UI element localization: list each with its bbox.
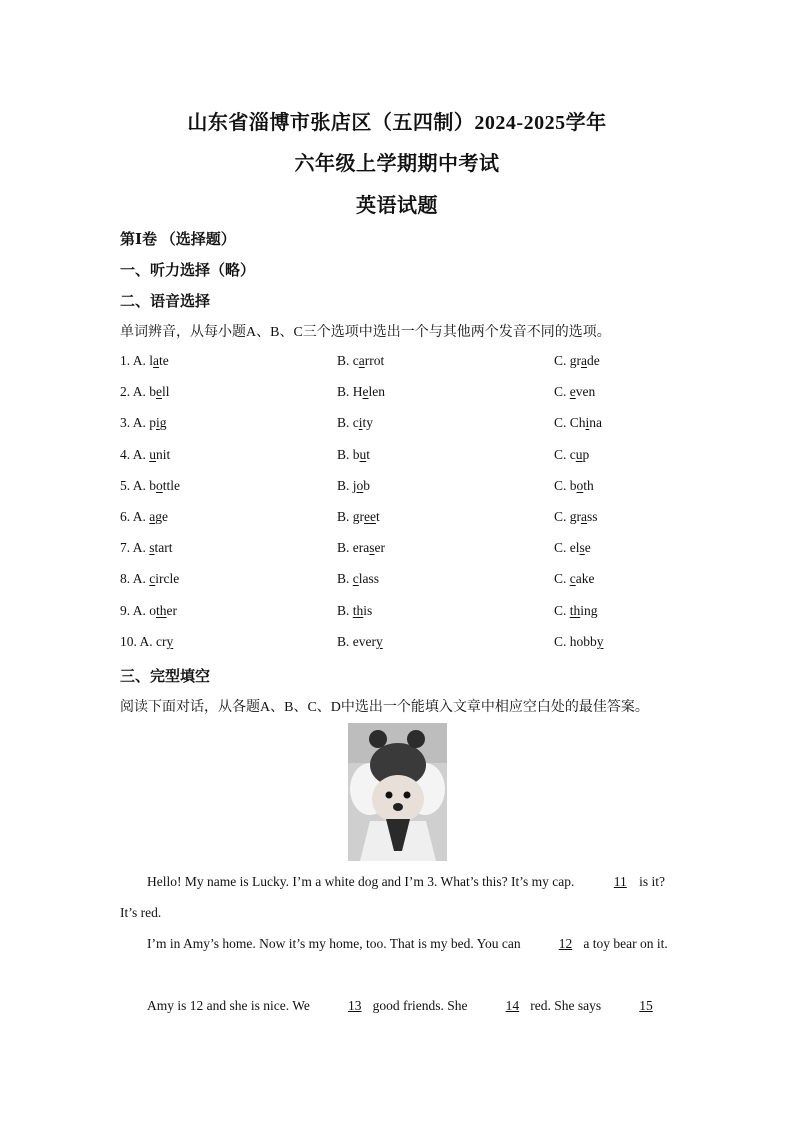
cloze-paragraph-2: [120, 928, 676, 959]
option-b: [337, 571, 379, 587]
underlined-letters: y: [166, 633, 174, 649]
underlined-letters: o: [356, 477, 364, 493]
underlined-letters: u: [359, 446, 367, 462]
option-text: na: [589, 415, 603, 431]
option-text: 7. A.: [120, 540, 150, 556]
option-text: 8. A.: [120, 571, 150, 587]
exam-grade-title: 六年级上学期期中考试: [294, 153, 500, 175]
cloze-heading: 三、完型填空: [120, 669, 211, 685]
underlined-letters: th: [569, 602, 581, 618]
dog-in-hat-illustration: [348, 723, 447, 861]
option-text: B. gr: [337, 509, 364, 524]
question-row: [0, 447, 794, 469]
option-text: ll: [162, 384, 170, 400]
option-text: tart: [154, 540, 173, 556]
underlined-letters: i: [585, 415, 590, 431]
cloze-paragraph-1: [120, 866, 676, 928]
option-a: [120, 384, 170, 400]
option-text: C. b: [554, 477, 577, 493]
option-b: [337, 353, 384, 369]
option-b: [337, 509, 380, 525]
option-c: [554, 384, 595, 400]
question-row: [0, 634, 794, 656]
option-text: 4. A.: [120, 446, 150, 462]
underlined-letters: ee: [364, 509, 376, 524]
option-b: [337, 634, 383, 650]
underlined-letters: a: [149, 509, 156, 524]
paragraph-text: Amy is 12 and she is nice. We: [147, 998, 314, 1013]
option-text: g: [159, 415, 167, 431]
underlined-letters: e: [156, 384, 163, 400]
option-c: [554, 478, 594, 494]
option-text: C.: [554, 571, 570, 587]
option-a: [120, 415, 167, 431]
option-c: [554, 634, 604, 650]
option-text: te: [159, 353, 169, 368]
underlined-letters: a: [581, 353, 587, 368]
underlined-letters: y: [596, 633, 604, 649]
blank-15: 15: [639, 998, 653, 1013]
underlined-letters: i: [358, 415, 363, 431]
option-text: ttle: [162, 477, 181, 493]
option-text: B. b: [337, 446, 360, 462]
option-b: [337, 540, 385, 556]
question-row: [0, 415, 794, 437]
part-one-heading: 第Ⅰ卷 （选择题）: [120, 232, 236, 248]
underlined-letters: e: [362, 384, 369, 400]
option-text: B. H: [337, 384, 363, 400]
option-text: 9. A. o: [120, 602, 157, 618]
cloze-paragraph-3: [120, 990, 676, 1021]
option-text: th: [583, 477, 594, 493]
underlined-letters: c: [352, 571, 359, 587]
option-text: C.: [554, 602, 570, 618]
option-text: 3. A. p: [120, 415, 157, 431]
paragraph-text: Hello! My name is Lucky. I’m a white dog and I’m 3. What’s this? It’s my cap.: [147, 874, 578, 889]
question-row: [0, 540, 794, 562]
phonetics-heading: 二、语音选择: [120, 294, 211, 310]
question-row: [0, 353, 794, 375]
option-c: [554, 447, 589, 463]
underlined-letters: u: [575, 446, 583, 462]
option-c: [554, 603, 598, 619]
question-row: [0, 603, 794, 625]
option-text: t: [366, 446, 371, 462]
option-text: ircle: [155, 571, 180, 587]
option-text: 1. A. l: [120, 353, 154, 368]
option-text: B. j: [337, 477, 357, 493]
underlined-letters: e: [569, 384, 576, 400]
question-row: [0, 478, 794, 500]
option-text: p: [582, 446, 590, 462]
option-text: ge: [155, 509, 169, 524]
option-text: ty: [362, 415, 374, 431]
option-text: C. c: [554, 446, 576, 462]
exam-subject-title: 英语试题: [356, 195, 438, 217]
underlined-letters: c: [149, 571, 156, 587]
option-text: C. gr: [554, 509, 581, 524]
option-c: [554, 353, 600, 369]
dog-photo: [348, 723, 447, 861]
option-text: 6. A.: [120, 509, 150, 524]
option-c: [554, 415, 602, 431]
option-text: t: [375, 509, 380, 524]
option-b: [337, 384, 385, 400]
exam-region-title: 山东省淄博市张店区（五四制）2024-2025学年: [187, 112, 607, 134]
option-a: [120, 447, 170, 463]
option-text: ake: [575, 571, 595, 587]
underlined-letters: y: [375, 633, 383, 649]
underlined-letters: u: [149, 446, 157, 462]
option-text: B. era: [337, 540, 370, 556]
option-a: [120, 478, 180, 494]
option-text: ven: [575, 384, 596, 400]
option-text: B.: [337, 602, 353, 618]
paragraph-text: good friends. She: [369, 998, 471, 1013]
option-text: rrot: [364, 353, 385, 368]
option-b: [337, 415, 373, 431]
question-row: [0, 384, 794, 406]
option-text: len: [368, 384, 386, 400]
underlined-letters: a: [581, 509, 587, 524]
blank-13: 13: [348, 998, 362, 1013]
option-a: [120, 634, 173, 650]
underlined-letters: i: [156, 415, 160, 431]
option-c: [554, 540, 591, 556]
underlined-letters: c: [569, 571, 576, 587]
question-row: [0, 509, 794, 531]
paragraph-text: is it? It’s red.: [120, 874, 666, 920]
blank-14: 14: [505, 998, 520, 1013]
option-text: B.: [337, 571, 353, 587]
option-a: [120, 540, 173, 556]
option-c: [554, 571, 595, 587]
underlined-letters: s: [369, 540, 375, 556]
underlined-letters: o: [156, 477, 163, 493]
option-b: [337, 447, 370, 463]
option-text: lass: [358, 571, 380, 587]
option-text: e: [584, 540, 591, 556]
phonetics-instruction: 单词辨音，从每小题A、B、C三个选项中选出一个与其他两个发音不同的选项。: [120, 325, 611, 340]
option-a: [120, 509, 168, 525]
option-text: B. c: [337, 415, 359, 431]
option-a: [120, 571, 179, 587]
cloze-instruction: 阅读下面对话，从各题A、B、C、D中选出一个能填入文章中相应空白处的最佳答案。: [120, 700, 649, 715]
paragraph-text: a toy bear on it.: [580, 936, 668, 951]
underlined-letters: a: [358, 353, 365, 368]
option-b: [337, 478, 370, 494]
underlined-letters: th: [352, 602, 364, 618]
option-text: C. Ch: [554, 415, 586, 431]
option-text: er: [374, 540, 385, 556]
option-text: ss: [587, 509, 598, 524]
listening-heading: 一、听力选择（略）: [120, 263, 256, 279]
option-a: [120, 353, 169, 369]
option-text: B. ever: [337, 633, 376, 649]
option-text: B. c: [337, 353, 359, 368]
option-text: 2. A. b: [120, 384, 157, 400]
underlined-letters: s: [149, 540, 155, 556]
underlined-letters: s: [579, 540, 585, 556]
option-text: er: [166, 602, 178, 618]
option-a: [120, 603, 177, 619]
option-b: [337, 603, 372, 619]
option-text: C. gr: [554, 353, 581, 368]
underlined-letters: a: [153, 353, 160, 368]
paragraph-text: red. She says: [526, 998, 605, 1013]
blank-12: 12: [558, 936, 573, 951]
option-text: C.: [554, 384, 570, 400]
option-text: is: [363, 602, 373, 618]
underlined-letters: o: [576, 477, 584, 493]
paragraph-text: I’m in Amy’s home. Now it’s my home, too. That is my bed. You can: [147, 936, 524, 951]
option-text: C. el: [554, 540, 580, 556]
blank-11: 11: [613, 874, 627, 889]
question-row: [0, 571, 794, 593]
option-text: 10. A. cr: [120, 633, 167, 649]
option-c: [554, 509, 598, 525]
underlined-letters: th: [156, 602, 167, 618]
option-text: C. hobb: [554, 633, 597, 649]
option-text: 5. A. b: [120, 477, 157, 493]
option-text: ing: [580, 602, 598, 618]
option-text: b: [363, 477, 371, 493]
option-text: de: [587, 353, 600, 368]
option-text: nit: [156, 446, 171, 462]
